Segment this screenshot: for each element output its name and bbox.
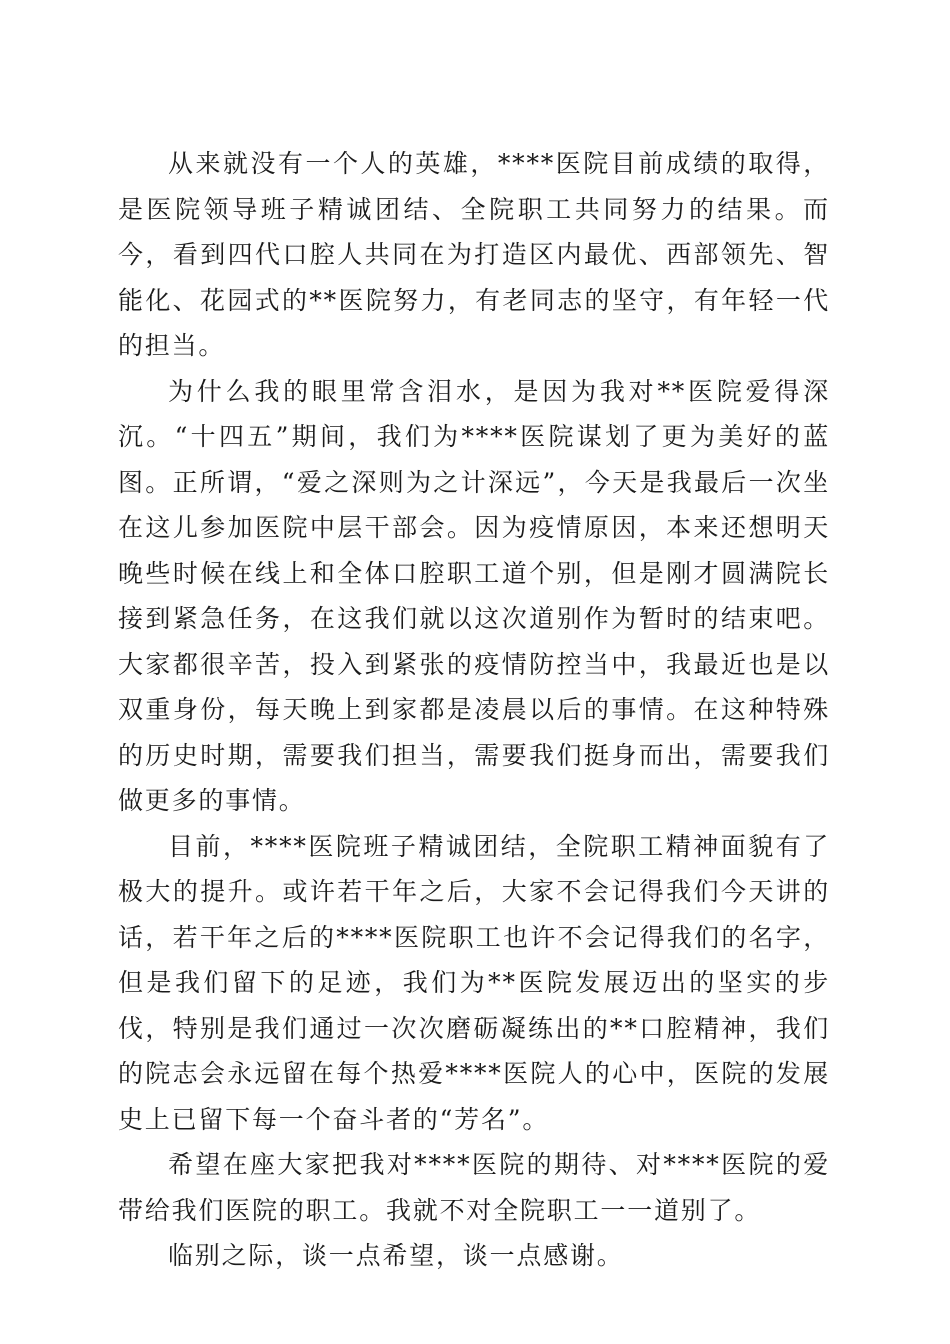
- paragraph-4: 希望在座大家把我对****医院的期待、对****医院的爱带给我们医院的职工。我就不对全院职工一一道别了。: [118, 1150, 830, 1225]
- paragraph-1: 从来就没有一个人的英雄，****医院目前成绩的取得，是医院领导班子精诚团结、全院职工共同努力的结果。而今，看到四代口腔人共同在为打造区内最优、西部领先、智能化、花园式的**医院努力，有老同志的坚守，有年轻一代的担当。: [118, 149, 830, 360]
- document-body: [118, 141, 830, 1279]
- paragraph-2: 为什么我的眼里常含泪水，是因为我对**医院爱得深沉。“十四五”期间，我们为****医院谋划了更为美好的蓝图。正所谓，“爱之深则为之计深远”，今天是我最后一次坐在这儿参加医院中层干部会。因为疫情原因，本来还想明天晚些时候在线上和全体口腔职工道个别，但是刚才圆满院长接到紧急任务，在这我们就以这次道别作为暂时的结束吧。大家都很辛苦，投入到紧张的疫情防控当中，我最近也是以双重身份，每天晚上到家都是凌晨以后的事情。在这种特殊的历史时期，需要我们担当，需要我们挺身而出，需要我们做更多的事情。: [118, 376, 830, 815]
- paragraph-5: 临别之际，谈一点希望，谈一点感谢。: [168, 1241, 624, 1270]
- paragraph-3: 目前，****医院班子精诚团结，全院职工精神面貌有了极大的提升。或许若干年之后，大家不会记得我们今天讲的话，若干年之后的****医院职工也许不会记得我们的名字，但是我们留下的足迹，我们为**医院发展迈出的坚实的步伐，特别是我们通过一次次磨砺凝练出的**口腔精神，我们的院志会永远留在每个热爱****医院人的心中，医院的发展史上已留下每一个奋斗者的“芳名”。: [118, 831, 830, 1134]
